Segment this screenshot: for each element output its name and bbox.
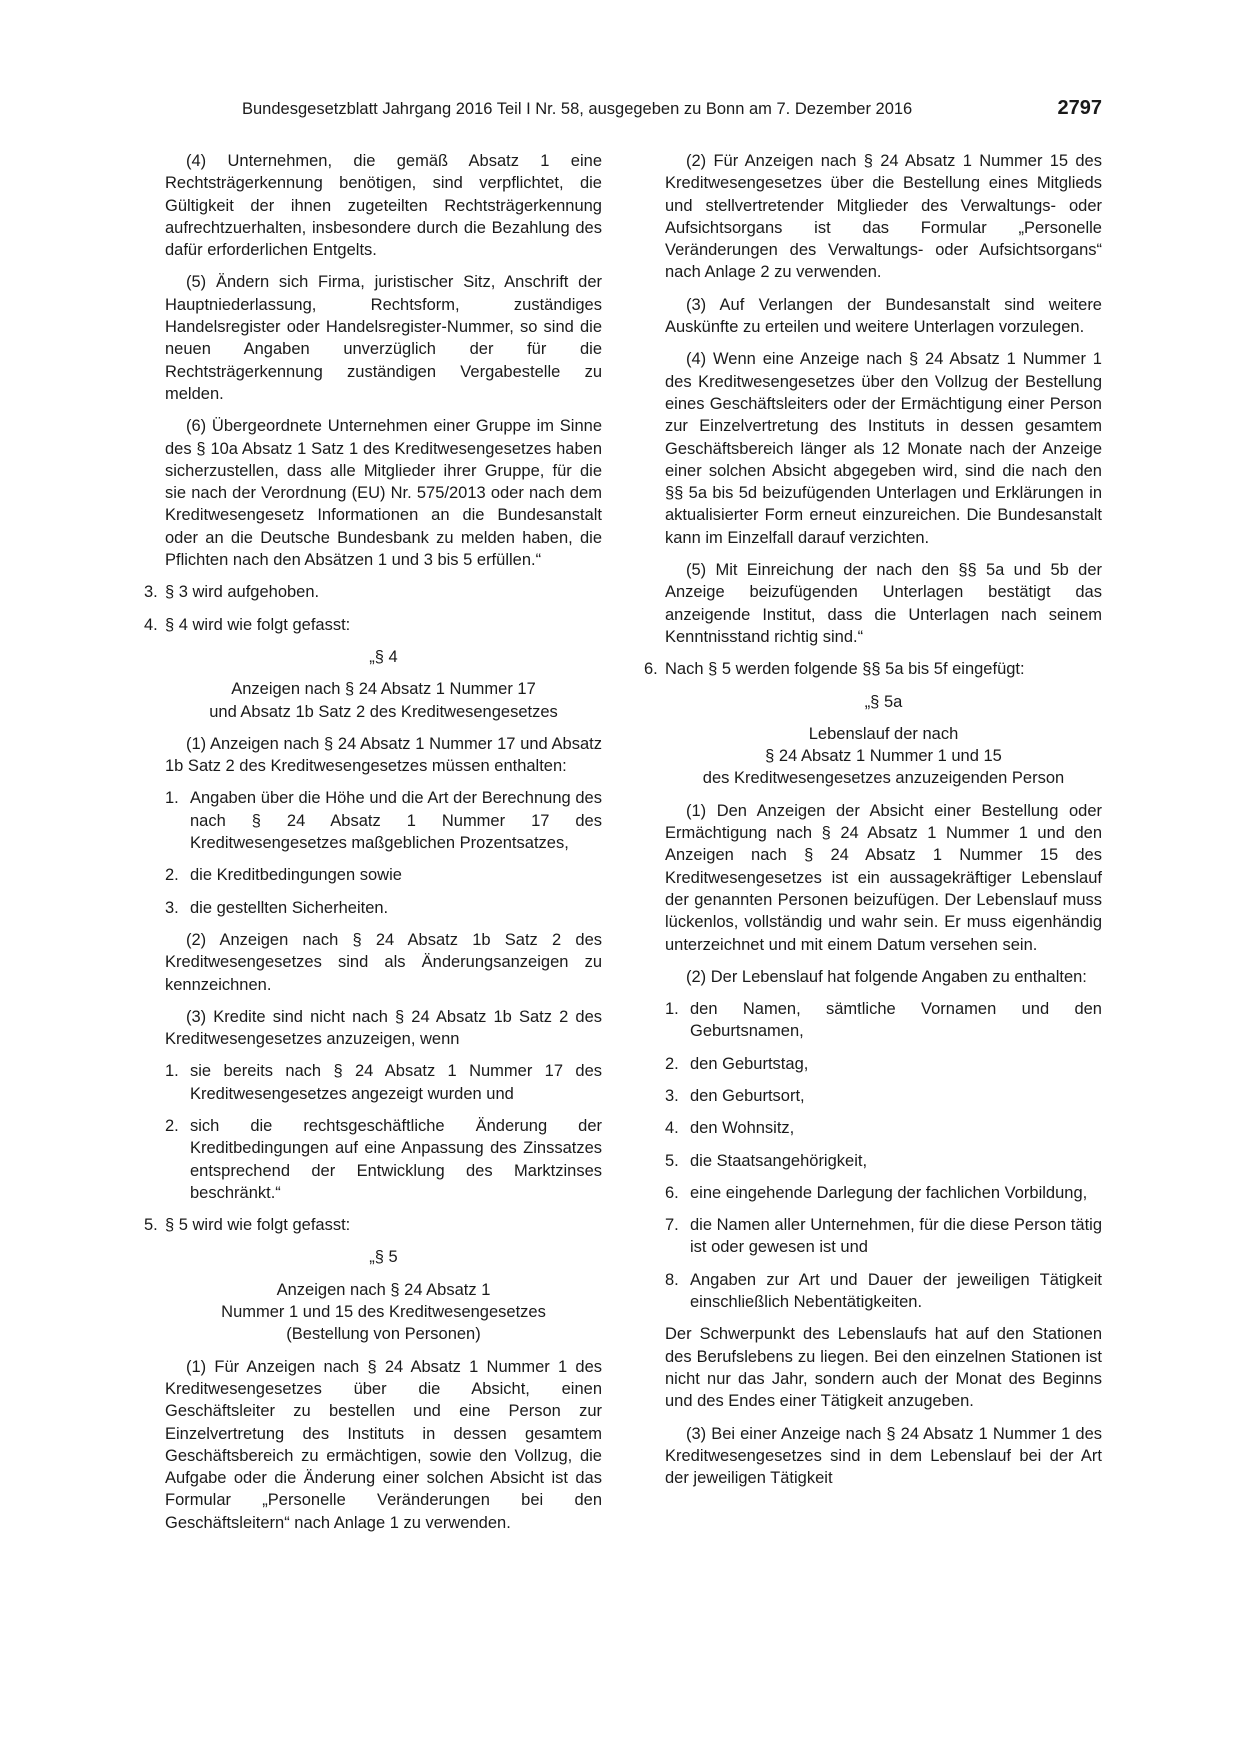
paragraph: (6) Übergeordnete Unternehmen einer Gruppe im Sinne des § 10a Absatz 1 Satz 1 des Kreditwesengesetzes haben sicherzustellen, dass alle Mitglieder ihrer Gruppe, für die sie nach der Verordnung (EU) Nr. 575/2013 oder nach dem Kreditwesengesetz Informationen an die Bundesanstalt oder an die Deutsche Bundesbank zu melden haben, die Pflichten nach den Absätzen 1 und 3 bis 5 erfüllen.“ — [165, 417, 602, 570]
section-heading — [665, 691, 1102, 713]
list-text: § 5 wird wie folgt gefasst: — [165, 1216, 351, 1235]
paragraph: (4) Wenn eine Anzeige nach § 24 Absatz 1 Nummer 1 des Kreditwesengesetzes über den Vollzug der Bestellung eines Geschäftsleiters oder der Ermächtigung einer Person zur Einzelvertretung des Instituts in dessen gesamtem Geschäftsbereich länger als 12 Monate nach der Anzeige einer solchen Absicht abgegeben wird, sind die nach den §§ 5a bis 5d beizufügenden Unterlagen und Erklärungen in aktualisierter Form erneut einzureichen. Die Bundesanstalt kann im Einzelfall darauf verzichten. — [665, 350, 1102, 547]
list-text: die gestellten Sicherheiten. — [190, 898, 389, 917]
section-title-line: Anzeigen nach § 24 Absatz 1 — [276, 1280, 491, 1299]
section-title — [665, 723, 1102, 790]
section-heading — [165, 1246, 602, 1268]
list-number: 1. — [165, 1062, 179, 1081]
right-column — [644, 150, 1102, 1499]
list-text: § 4 wird wie folgt gefasst: — [165, 615, 351, 634]
paragraph: (3) Auf Verlangen der Bundesanstalt sind weitere Auskünfte zu erteilen und weitere Unterlagen vorzulegen. — [665, 295, 1102, 337]
section-title-line: Anzeigen nach § 24 Absatz 1 Nummer 17 — [231, 680, 536, 699]
list-item — [665, 1117, 1102, 1139]
page-header — [242, 97, 1102, 126]
list-item — [144, 614, 602, 636]
list-text: sie bereits nach § 24 Absatz 1 Nummer 17 des Kreditwesengesetzes angezeigt wurden und — [190, 1062, 602, 1103]
list-text: die Namen aller Unternehmen, für die diese Person tätig ist oder gewesen ist und — [690, 1216, 1102, 1257]
sub-list — [165, 787, 602, 918]
list-number: 4. — [144, 615, 158, 634]
list-item — [665, 1053, 1102, 1075]
paragraph: (5) Mit Einreichung der nach den §§ 5a und 5b der Anzeige beizufügenden Unterlagen bestätigt das anzeigende Institut, dass die Unterlagen nach seinem Kenntnisstand richtig sind.“ — [665, 561, 1102, 646]
list-item — [165, 787, 602, 854]
paragraph: (3) Bei einer Anzeige nach § 24 Absatz 1 Nummer 1 des Kreditwesengesetzes sind in dem Lebenslauf bei der Art der jeweiligen Tätigkeit — [665, 1424, 1102, 1488]
list-number: 3. — [165, 898, 179, 917]
list-text: die Kreditbedingungen sowie — [190, 866, 402, 885]
list-number: 2. — [165, 866, 179, 885]
page-number: 2797 — [1057, 97, 1102, 119]
section-mark: „§ 4 — [369, 647, 398, 666]
list-text: § 3 wird aufgehoben. — [165, 583, 320, 602]
section-title — [165, 1279, 602, 1346]
section-title-line: Nummer 1 und 15 des Kreditwesengesetzes — [221, 1303, 546, 1322]
section-heading — [165, 646, 602, 668]
list-number: 7. — [665, 1216, 679, 1235]
list-item — [165, 1115, 602, 1204]
list-text: den Wohnsitz, — [690, 1119, 795, 1138]
paragraph: (2) Für Anzeigen nach § 24 Absatz 1 Nummer 15 des Kreditwesengesetzes über die Bestellung eines Mitglieds und stellvertretender Mitglieder des Verwaltungs- oder Aufsichtsorgans ist das Formular „Personelle Veränderungen des Verwaltungs- oder Aufsichtsorgans“ nach Anlage 2 zu verwenden. — [665, 152, 1102, 282]
section-title — [165, 678, 602, 723]
list-item — [665, 998, 1102, 1043]
list-text: sich die rechtsgeschäftliche Änderung der Kreditbedingungen auf eine Anpassung des Zinssatzes entsprechend der Entwicklung des Marktzinses beschränkt.“ — [190, 1116, 602, 1202]
list-item — [665, 1182, 1102, 1204]
list-number: 6. — [644, 660, 658, 679]
list-item — [165, 897, 602, 919]
running-title: Bundesgesetzblatt Jahrgang 2016 Teil I Nr. 58, ausgegeben zu Bonn am 7. Dezember 2016 — [242, 100, 913, 118]
paragraph: (4) Unternehmen, die gemäß Absatz 1 eine Rechtsträgerkennung benötigen, sind verpflichtet, die Gültigkeit der ihnen zugeteilten Rechtsträgerkennung aufrechtzuerhalten, insbesondere durch die Bezahlung des dafür erforderlichen Entgelts. — [165, 152, 602, 260]
section-mark: „§ 5 — [369, 1248, 398, 1267]
list-number: 2. — [165, 1116, 179, 1135]
section-title-line: § 24 Absatz 1 Nummer 1 und 15 — [765, 747, 1002, 766]
list-text: den Geburtsort, — [690, 1086, 805, 1105]
list-item — [144, 1214, 602, 1236]
section-title-line: und Absatz 1b Satz 2 des Kreditwesengesetzes — [209, 702, 558, 721]
list-text: eine eingehende Darlegung der fachlichen Vorbildung, — [690, 1183, 1088, 1202]
list-item — [644, 658, 1102, 680]
list-text: Nach § 5 werden folgende §§ 5a bis 5f eingefügt: — [665, 660, 1025, 679]
list-item — [665, 1269, 1102, 1314]
sub-list — [665, 998, 1102, 1313]
list-number: 1. — [665, 1000, 679, 1019]
list-text: Angaben über die Höhe und die Art der Berechnung des nach § 24 Absatz 1 Nummer 17 des Kreditwesengesetzes maßgeblichen Prozentsatzes, — [190, 789, 602, 853]
list-item — [665, 1214, 1102, 1259]
paragraph: (1) Für Anzeigen nach § 24 Absatz 1 Nummer 1 des Kreditwesengesetzes über die Absicht, einen Geschäftsleiter zu bestellen und eine Person zur Einzelvertretung des Instituts in dessen gesamtem Geschäftsbereich zu ermächtigen, sowie den Vollzug, die Aufgabe oder die Änderung einer solchen Absicht ist das Formular „Personelle Veränderungen bei den Geschäftsleitern“ nach Anlage 1 zu verwenden. — [165, 1357, 602, 1532]
list-item — [665, 1150, 1102, 1172]
paragraph: (5) Ändern sich Firma, juristischer Sitz, Anschrift der Hauptniederlassung, Rechtsform, zuständiges Handelsregister oder Handelsregister-Nummer, so sind die neuen Angaben unverzüglich der für die Rechtsträgerkennung zuständigen Vergabestelle zu melden. — [165, 273, 602, 403]
paragraph: (1) Den Anzeigen der Absicht einer Bestellung oder Ermächtigung nach § 24 Absatz 1 Nummer 1 und den Anzeigen nach § 24 Absatz 1 Nummer 15 des Kreditwesengesetzes ist ein aussagekräftiger Lebenslauf der genannten Personen beizufügen. Der Lebenslauf muss lückenlos, vollständig und wahr sein. Er muss eigenhändig unterzeichnet und mit einem Datum versehen sein. — [665, 801, 1102, 954]
list-number: 1. — [165, 789, 179, 808]
list-text: Angaben zur Art und Dauer der jeweiligen Tätigkeit einschließlich Nebentätigkeiten. — [690, 1270, 1102, 1312]
list-number: 5. — [665, 1151, 679, 1170]
section-title-line: des Kreditwesengesetzes anzuzeigenden Person — [702, 769, 1065, 788]
list-number: 5. — [144, 1216, 158, 1235]
list-item — [165, 864, 602, 886]
section-title-line: (Bestellung von Personen) — [286, 1325, 481, 1344]
list-item — [144, 581, 602, 603]
left-column — [144, 150, 602, 1544]
list-number: 2. — [665, 1054, 679, 1073]
list-text: die Staatsangehörigkeit, — [690, 1151, 868, 1170]
paragraph: (3) Kredite sind nicht nach § 24 Absatz 1b Satz 2 des Kreditwesengesetzes anzuzeigen, wenn — [165, 1007, 602, 1049]
list-text: den Namen, sämtliche Vornamen und den Geburtsnamen, — [690, 1000, 1102, 1041]
paragraph: (1) Anzeigen nach § 24 Absatz 1 Nummer 17 und Absatz 1b Satz 2 des Kreditwesengesetzes müssen enthalten: — [165, 734, 602, 776]
section-title-line: Lebenslauf der nach — [808, 724, 959, 743]
list-number: 4. — [665, 1119, 679, 1138]
paragraph: Der Schwerpunkt des Lebenslaufs hat auf den Stationen des Berufslebens zu liegen. Bei den einzelnen Stationen ist nicht nur das Jahr, sondern auch der Monat des Beginns und des Endes einer Tätigkeit anzugeben. — [665, 1325, 1102, 1411]
list-number: 3. — [144, 583, 158, 602]
paragraph: (2) Der Lebenslauf hat folgende Angaben zu enthalten: — [686, 967, 1087, 986]
list-text: den Geburtstag, — [690, 1054, 809, 1073]
list-number: 8. — [665, 1270, 679, 1289]
paragraph: (2) Anzeigen nach § 24 Absatz 1b Satz 2 des Kreditwesengesetzes sind als Änderungsanzeigen zu kennzeichnen. — [165, 930, 602, 994]
sub-list — [165, 1060, 602, 1204]
section-mark: „§ 5a — [864, 692, 903, 711]
list-item — [665, 1085, 1102, 1107]
list-number: 3. — [665, 1086, 679, 1105]
list-number: 6. — [665, 1183, 679, 1202]
list-item — [165, 1060, 602, 1105]
